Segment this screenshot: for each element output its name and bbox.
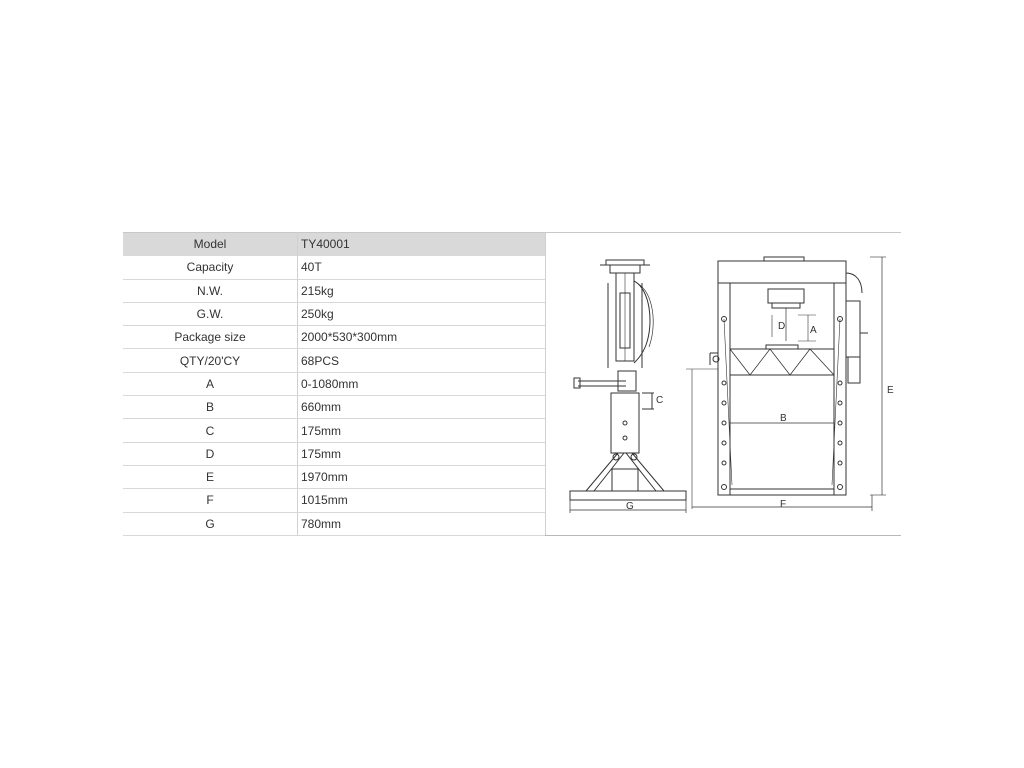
row-value: 1970mm: [298, 465, 546, 488]
table-row: [123, 326, 545, 349]
row-label: F: [123, 489, 298, 512]
row-value: 780mm: [298, 512, 546, 535]
row-value: 68PCS: [298, 349, 546, 372]
dim-label-d: D: [778, 321, 786, 332]
row-value: 175mm: [298, 442, 546, 465]
dim-label-a: A: [810, 325, 817, 336]
row-label: G.W.: [123, 302, 298, 325]
table-header-row: [123, 233, 545, 256]
row-label: B: [123, 396, 298, 419]
row-value: 660mm: [298, 396, 546, 419]
row-value: 1015mm: [298, 489, 546, 512]
dim-label-b: B: [780, 413, 787, 424]
table-row: [123, 465, 545, 488]
row-value: 40T: [298, 256, 546, 279]
spec-sheet: [123, 232, 901, 536]
table-row: [123, 419, 545, 442]
table-row: [123, 442, 545, 465]
row-label: A: [123, 372, 298, 395]
spec-table: [123, 232, 545, 536]
row-value: 0-1080mm: [298, 372, 546, 395]
row-value: 250kg: [298, 302, 546, 325]
table-row: [123, 302, 545, 325]
dim-label-c: C: [656, 395, 664, 406]
table-row: [123, 349, 545, 372]
row-label: Package size: [123, 326, 298, 349]
row-label: G: [123, 512, 298, 535]
row-value: 175mm: [298, 419, 546, 442]
press-technical-drawing: [546, 233, 901, 535]
table-row: [123, 512, 545, 535]
table-row: [123, 396, 545, 419]
side-view: [570, 260, 686, 513]
row-label: Capacity: [123, 256, 298, 279]
table-row: [123, 489, 545, 512]
header-value: TY40001: [298, 233, 546, 256]
row-label: E: [123, 465, 298, 488]
table-row: [123, 372, 545, 395]
row-label: D: [123, 442, 298, 465]
front-view: [686, 257, 886, 511]
row-label: QTY/20'CY: [123, 349, 298, 372]
row-value: 2000*530*300mm: [298, 326, 546, 349]
row-label: C: [123, 419, 298, 442]
dim-label-g: G: [626, 501, 634, 512]
row-label: N.W.: [123, 279, 298, 302]
dim-label-e: E: [887, 385, 894, 396]
dim-label-f: F: [780, 499, 787, 510]
table-row: [123, 279, 545, 302]
table-row: [123, 256, 545, 279]
row-value: 215kg: [298, 279, 546, 302]
bottom-rule: [545, 535, 901, 536]
header-label: Model: [123, 233, 298, 256]
